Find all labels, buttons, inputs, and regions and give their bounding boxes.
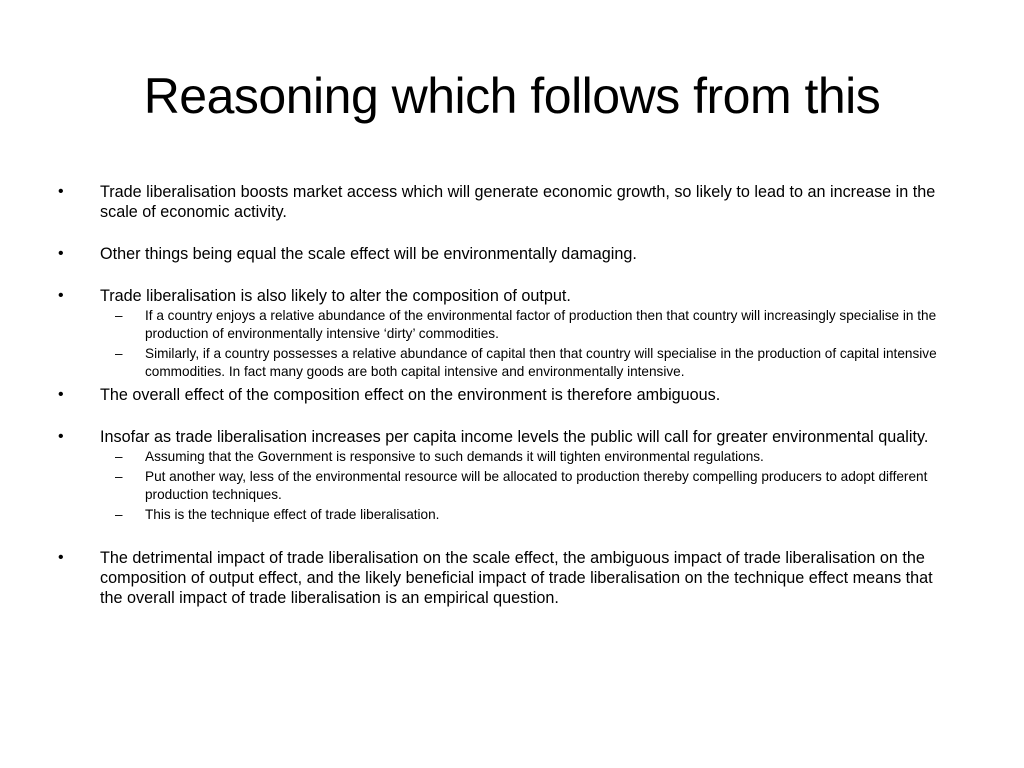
bullet-item bbox=[58, 427, 958, 524]
bullet-text: Insofar as trade liberalisation increases per capita income levels the public will call for greater environmental quality. bbox=[100, 428, 929, 446]
sub-bullet-text: Assuming that the Government is responsive to such demands it will tighten environmental regulations. bbox=[145, 449, 764, 464]
bullet-marker: • bbox=[58, 428, 64, 445]
bullet-text: Trade liberalisation is also likely to alter the composition of output. bbox=[100, 287, 571, 305]
sub-bullet-marker: – bbox=[115, 469, 123, 484]
bullet-text: The overall effect of the composition effect on the environment is therefore ambiguous. bbox=[100, 386, 721, 404]
sub-bullet-marker: – bbox=[115, 308, 123, 323]
sub-bullet-list bbox=[100, 448, 958, 524]
sub-bullet-text: Similarly, if a country possesses a relative abundance of capital then that country will specialise in the production of capital intensive commodities. In fact many goods are both capital intensive and environmentally intensive. bbox=[145, 346, 937, 379]
sub-bullet-item bbox=[115, 468, 958, 504]
bullet-text: Other things being equal the scale effect will be environmentally damaging. bbox=[100, 245, 637, 263]
slide-title: Reasoning which follows from this bbox=[143, 68, 881, 124]
bullet-marker: • bbox=[58, 386, 64, 403]
bullet-marker: • bbox=[58, 287, 64, 304]
bullet-list bbox=[58, 182, 958, 608]
sub-bullet-text: This is the technique effect of trade liberalisation. bbox=[145, 507, 440, 522]
sub-bullet-item bbox=[115, 345, 958, 381]
sub-bullet-list bbox=[100, 307, 958, 381]
bullet-item bbox=[58, 244, 958, 264]
bullet-marker: • bbox=[58, 245, 64, 262]
sub-bullet-marker: – bbox=[115, 346, 123, 361]
bullet-marker: • bbox=[58, 183, 64, 200]
bullet-text: Trade liberalisation boosts market access which will generate economic growth, so likely to lead to an increase in the scale of economic activity. bbox=[100, 183, 936, 221]
bullet-item bbox=[58, 182, 958, 222]
bullet-item bbox=[58, 385, 958, 405]
sub-bullet-marker: – bbox=[115, 507, 123, 522]
bullet-item bbox=[58, 548, 958, 608]
bullet-item bbox=[58, 286, 958, 381]
sub-bullet-text: If a country enjoys a relative abundance of the environmental factor of production then that country will increasingly specialise in the production of environmentally intensive ‘dirty’ commodities. bbox=[145, 308, 937, 341]
bullet-marker: • bbox=[58, 549, 64, 566]
sub-bullet-item bbox=[115, 448, 958, 466]
sub-bullet-marker: – bbox=[115, 449, 123, 464]
sub-bullet-item bbox=[115, 307, 958, 343]
sub-bullet-text: Put another way, less of the environmental resource will be allocated to production thereby compelling producers to adopt different production techniques. bbox=[145, 469, 928, 502]
bullet-text: The detrimental impact of trade liberalisation on the scale effect, the ambiguous impact of trade liberalisation on the composition of output effect, and the likely beneficial impact of trade liberalisation on the technique effect means that the overall impact of trade liberalisation is an empirical question. bbox=[100, 549, 933, 607]
sub-bullet-item bbox=[115, 506, 958, 524]
